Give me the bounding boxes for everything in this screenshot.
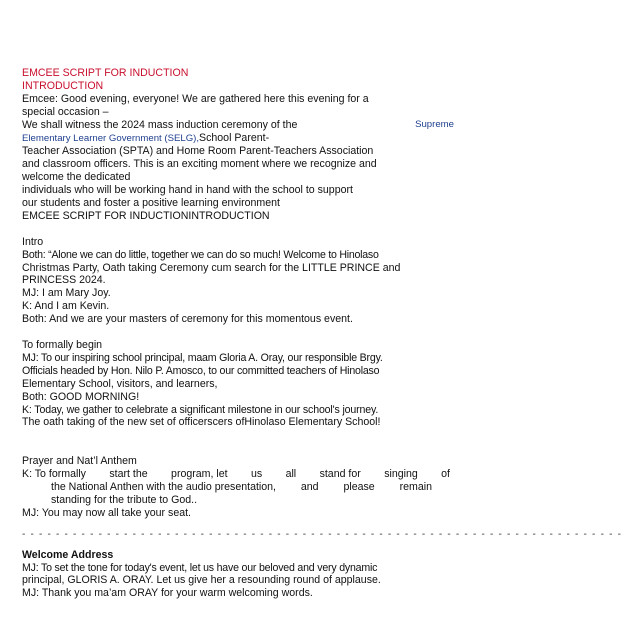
script-word: all (285, 468, 297, 481)
section-heading-formal: To formally begin (22, 339, 103, 351)
intro-text-fragment: We shall witness the 2024 mass induction ceremony of the (22, 118, 298, 131)
script-line: MJ: To set the tone for today's event, let us have our beloved and very dynamic (22, 561, 378, 574)
intro-text-fragment-blue: Supreme (415, 118, 454, 130)
intro-text-fragment: School Parent- (199, 131, 270, 144)
script-line: Both: GOOD MORNING! (22, 390, 140, 403)
section-heading-prayer: Prayer and Nat’l Anthem (22, 455, 137, 468)
script-word: us (250, 468, 263, 481)
script-line: MJ: Thank you ma’am ORAY for your warm welcoming words. (22, 587, 313, 600)
script-word: stand for (319, 468, 361, 481)
script-word: remain (399, 480, 432, 493)
script-line: K: And I am Kevin. (22, 300, 110, 313)
script-word: singing (384, 468, 418, 481)
script-line: principal, GLORIS A. ORAY. Let us give her a resounding round of applause. (22, 574, 381, 587)
script-line: Both: And we are your masters of ceremony for this momentous event. (22, 313, 353, 326)
script-line: K: Today, we gather to celebrate a significant milestone in our school's journey. (22, 403, 379, 416)
script-word: K: To formally (22, 468, 86, 481)
intro-text-line: welcome the dedicated (22, 171, 131, 184)
script-word: and (300, 480, 319, 493)
script-line (22, 481, 454, 494)
section-divider: - - - - - - - - - - - - - - - - - - - - - - - - - - - - - - - - - - - - - - - - - - - - - - - - - - - - - - - - - - - - - - - - - - - - - - - (22, 528, 622, 540)
intro-text-line: special occasion – (22, 105, 109, 118)
intro-text-line: individuals who will be working hand in hand with the school to support (22, 184, 353, 197)
intro-text-line: Teacher Association (SPTA) and Home Room Parent-Teachers Association (22, 145, 374, 158)
script-word: program, let (171, 468, 228, 481)
script-line: Both: “Alone we can do little, together we can do so much! Welcome to Hinolaso (22, 248, 379, 261)
intro-text-fragment-blue: Elementary Learner Government (SELG), (22, 132, 200, 144)
section-heading-intro: Intro (22, 235, 44, 248)
script-word: please (343, 480, 375, 493)
script-line: MJ: I am Mary Joy. (22, 287, 111, 300)
script-line: PRINCESS 2024. (22, 274, 106, 287)
script-line: Elementary School, visitors, and learners, (22, 377, 218, 390)
script-word: start the (109, 468, 148, 481)
intro-text-line (22, 132, 454, 146)
script-word: of (441, 468, 450, 481)
intro-text-line: and classroom officers. This is an exciting moment where we recognize and (22, 158, 377, 171)
script-page (22, 67, 622, 600)
intro-text-line: EMCEE SCRIPT FOR INDUCTIONINTRODUCTION (22, 209, 270, 222)
document-title: EMCEE SCRIPT FOR INDUCTION (22, 67, 189, 79)
script-line: The oath taking of the new set of officerscers ofHinolaso Elementary School! (22, 416, 381, 429)
script-line: MJ: To our inspiring school principal, maam Gloria A. Oray, our responsible Brgy. (22, 351, 383, 364)
intro-text-line: Emcee: Good evening, everyone! We are gathered here this evening for a (22, 92, 369, 105)
script-line (22, 468, 454, 481)
script-line: MJ: You may now all take your seat. (22, 506, 191, 519)
intro-text-line (22, 119, 454, 132)
script-line: standing for the tribute to God.. (51, 493, 198, 506)
document-subtitle: INTRODUCTION (22, 79, 104, 92)
intro-text-line: our students and foster a positive learning environment (22, 197, 280, 210)
script-line: Christmas Party, Oath taking Ceremony cum search for the LITTLE PRINCE and (22, 261, 401, 274)
script-line: Officials headed by Hon. Nilo P. Amosco, to our committed teachers of Hinolaso (22, 364, 380, 377)
script-word: the National Anthen with the audio presentation, (51, 480, 276, 493)
section-heading-welcome: Welcome Address (22, 548, 114, 561)
